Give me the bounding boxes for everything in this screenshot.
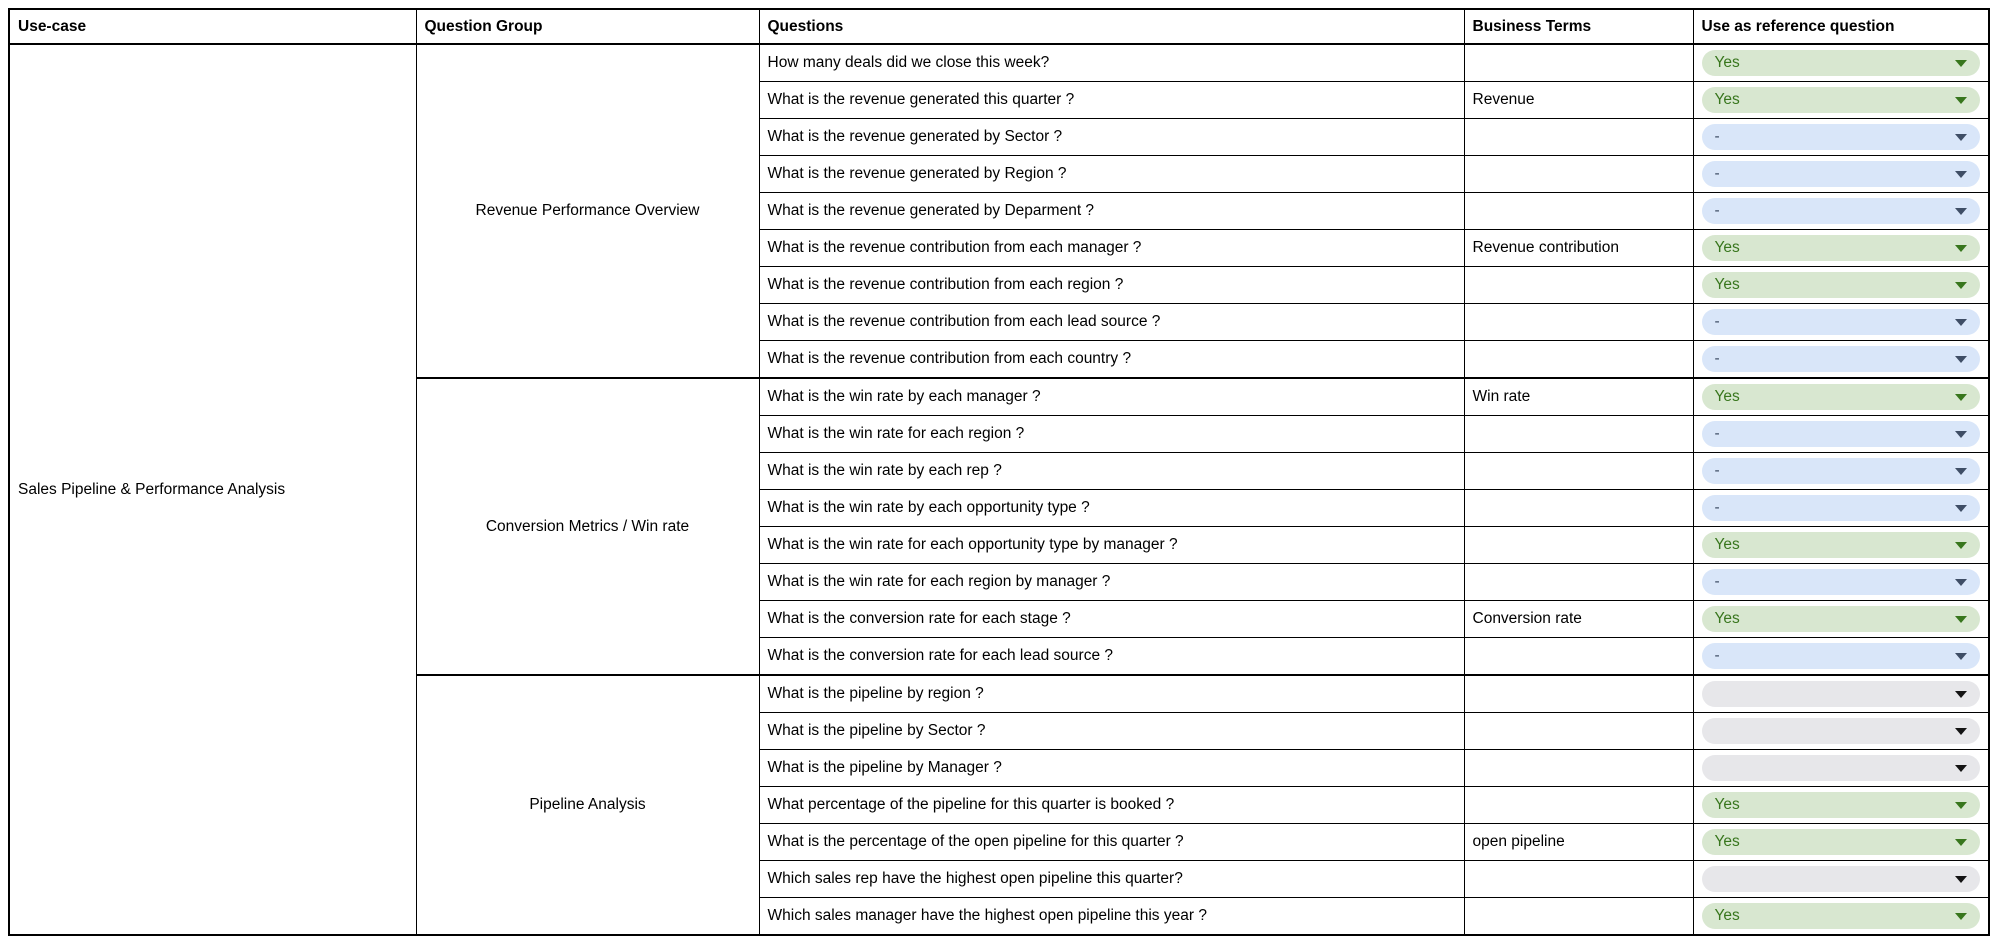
business-term-cell bbox=[1464, 675, 1693, 713]
question-cell: What is the win rate by each opportunity type ? bbox=[759, 490, 1464, 527]
header-question-group: Question Group bbox=[416, 9, 759, 44]
reference-dropdown-value: Yes bbox=[1714, 833, 1740, 851]
reference-dropdown[interactable] bbox=[1702, 161, 1981, 187]
business-term-cell bbox=[1464, 638, 1693, 676]
reference-cell bbox=[1693, 378, 1989, 416]
chevron-down-icon bbox=[1955, 542, 1967, 549]
question-cell: What is the revenue generated by Sector ? bbox=[759, 119, 1464, 156]
table-row bbox=[9, 44, 1989, 82]
reference-cell bbox=[1693, 119, 1989, 156]
chevron-down-icon bbox=[1955, 171, 1967, 178]
header-row bbox=[9, 9, 1989, 44]
reference-dropdown[interactable] bbox=[1702, 87, 1981, 113]
reference-cell bbox=[1693, 416, 1989, 453]
reference-dropdown[interactable] bbox=[1702, 866, 1981, 892]
question-cell: What is the win rate for each region by manager ? bbox=[759, 564, 1464, 601]
reference-dropdown-value: Yes bbox=[1714, 91, 1740, 109]
question-cell: What is the pipeline by Sector ? bbox=[759, 713, 1464, 750]
reference-dropdown[interactable] bbox=[1702, 829, 1981, 855]
question-group-cell: Revenue Performance Overview bbox=[416, 44, 759, 378]
reference-dropdown-value: Yes bbox=[1714, 276, 1740, 294]
reference-dropdown-value: - bbox=[1714, 165, 1720, 183]
chevron-down-icon bbox=[1955, 505, 1967, 512]
chevron-down-icon bbox=[1955, 134, 1967, 141]
use-case-cell: Sales Pipeline & Performance Analysis bbox=[9, 44, 416, 935]
reference-cell bbox=[1693, 193, 1989, 230]
chevron-down-icon bbox=[1955, 282, 1967, 289]
header-questions: Questions bbox=[759, 9, 1464, 44]
reference-dropdown-value: - bbox=[1714, 462, 1720, 480]
question-cell: What is the revenue contribution from each country ? bbox=[759, 341, 1464, 379]
reference-dropdown[interactable] bbox=[1702, 198, 1981, 224]
reference-cell bbox=[1693, 490, 1989, 527]
business-term-cell: Win rate bbox=[1464, 378, 1693, 416]
question-cell: What is the revenue contribution from each manager ? bbox=[759, 230, 1464, 267]
chevron-down-icon bbox=[1955, 579, 1967, 586]
table-body bbox=[9, 44, 1989, 935]
reference-dropdown-value: Yes bbox=[1714, 536, 1740, 554]
chevron-down-icon bbox=[1955, 876, 1967, 883]
chevron-down-icon bbox=[1955, 356, 1967, 363]
reference-dropdown-value: - bbox=[1714, 573, 1720, 591]
question-group-cell: Pipeline Analysis bbox=[416, 675, 759, 935]
business-term-cell bbox=[1464, 453, 1693, 490]
chevron-down-icon bbox=[1955, 97, 1967, 104]
business-term-cell bbox=[1464, 527, 1693, 564]
reference-cell bbox=[1693, 861, 1989, 898]
reference-dropdown[interactable] bbox=[1702, 606, 1981, 632]
reference-cell bbox=[1693, 638, 1989, 676]
reference-dropdown[interactable] bbox=[1702, 569, 1981, 595]
reference-dropdown-value: Yes bbox=[1714, 388, 1740, 406]
reference-dropdown[interactable] bbox=[1702, 235, 1981, 261]
reference-dropdown-value: Yes bbox=[1714, 610, 1740, 628]
reference-dropdown-value: - bbox=[1714, 647, 1720, 665]
business-term-cell bbox=[1464, 416, 1693, 453]
question-cell: What is the win rate for each region ? bbox=[759, 416, 1464, 453]
reference-dropdown[interactable] bbox=[1702, 384, 1981, 410]
business-term-cell bbox=[1464, 713, 1693, 750]
chevron-down-icon bbox=[1955, 765, 1967, 772]
reference-dropdown-value: Yes bbox=[1714, 796, 1740, 814]
reference-cell bbox=[1693, 82, 1989, 119]
reference-dropdown-value: - bbox=[1714, 499, 1720, 517]
question-cell: What is the revenue contribution from each lead source ? bbox=[759, 304, 1464, 341]
chevron-down-icon bbox=[1955, 319, 1967, 326]
question-cell: What is the conversion rate for each stage ? bbox=[759, 601, 1464, 638]
business-term-cell bbox=[1464, 304, 1693, 341]
business-term-cell bbox=[1464, 787, 1693, 824]
business-term-cell bbox=[1464, 119, 1693, 156]
reference-dropdown[interactable] bbox=[1702, 718, 1981, 744]
reference-cell bbox=[1693, 713, 1989, 750]
chevron-down-icon bbox=[1955, 431, 1967, 438]
chevron-down-icon bbox=[1955, 60, 1967, 67]
reference-cell bbox=[1693, 44, 1989, 82]
business-term-cell: Revenue bbox=[1464, 82, 1693, 119]
reference-dropdown[interactable] bbox=[1702, 643, 1981, 669]
question-cell: How many deals did we close this week? bbox=[759, 44, 1464, 82]
reference-cell bbox=[1693, 898, 1989, 936]
reference-dropdown-value: - bbox=[1714, 128, 1720, 146]
reference-dropdown-value: Yes bbox=[1714, 239, 1740, 257]
question-cell: What is the revenue generated by Deparment ? bbox=[759, 193, 1464, 230]
reference-cell bbox=[1693, 564, 1989, 601]
business-term-cell: open pipeline bbox=[1464, 824, 1693, 861]
reference-cell bbox=[1693, 230, 1989, 267]
reference-dropdown[interactable] bbox=[1702, 792, 1981, 818]
business-term-cell bbox=[1464, 564, 1693, 601]
business-term-cell: Revenue contribution bbox=[1464, 230, 1693, 267]
reference-dropdown-value: Yes bbox=[1714, 907, 1740, 925]
reference-cell bbox=[1693, 750, 1989, 787]
reference-dropdown[interactable] bbox=[1702, 309, 1981, 335]
chevron-down-icon bbox=[1955, 691, 1967, 698]
business-term-cell bbox=[1464, 861, 1693, 898]
reference-dropdown[interactable] bbox=[1702, 272, 1981, 298]
chevron-down-icon bbox=[1955, 913, 1967, 920]
chevron-down-icon bbox=[1955, 839, 1967, 846]
business-term-cell bbox=[1464, 490, 1693, 527]
question-cell: What is the win rate for each opportunity type by manager ? bbox=[759, 527, 1464, 564]
chevron-down-icon bbox=[1955, 802, 1967, 809]
reference-cell bbox=[1693, 156, 1989, 193]
chevron-down-icon bbox=[1955, 245, 1967, 252]
reference-dropdown[interactable] bbox=[1702, 681, 1981, 707]
business-term-cell bbox=[1464, 156, 1693, 193]
reference-cell bbox=[1693, 601, 1989, 638]
table-header bbox=[9, 9, 1989, 44]
chevron-down-icon bbox=[1955, 208, 1967, 215]
reference-dropdown[interactable] bbox=[1702, 346, 1981, 372]
question-cell: What is the conversion rate for each lead source ? bbox=[759, 638, 1464, 676]
reference-dropdown[interactable] bbox=[1702, 458, 1981, 484]
reference-dropdown-value: - bbox=[1714, 350, 1720, 368]
question-cell: Which sales manager have the highest open pipeline this year ? bbox=[759, 898, 1464, 936]
business-term-cell bbox=[1464, 267, 1693, 304]
chevron-down-icon bbox=[1955, 653, 1967, 660]
reference-cell bbox=[1693, 304, 1989, 341]
reference-dropdown[interactable] bbox=[1702, 421, 1981, 447]
questions-table bbox=[8, 8, 1990, 936]
question-cell: What is the pipeline by Manager ? bbox=[759, 750, 1464, 787]
business-term-cell bbox=[1464, 750, 1693, 787]
question-cell: What is the revenue contribution from each region ? bbox=[759, 267, 1464, 304]
reference-dropdown[interactable] bbox=[1702, 124, 1981, 150]
question-cell: What is the win rate by each manager ? bbox=[759, 378, 1464, 416]
business-term-cell bbox=[1464, 898, 1693, 936]
reference-dropdown[interactable] bbox=[1702, 50, 1981, 76]
reference-dropdown[interactable] bbox=[1702, 755, 1981, 781]
chevron-down-icon bbox=[1955, 616, 1967, 623]
question-cell: What is the revenue generated by Region ? bbox=[759, 156, 1464, 193]
reference-cell bbox=[1693, 341, 1989, 379]
reference-cell bbox=[1693, 787, 1989, 824]
reference-dropdown[interactable] bbox=[1702, 532, 1981, 558]
header-use-as-reference: Use as reference question bbox=[1693, 9, 1989, 44]
business-term-cell bbox=[1464, 341, 1693, 379]
reference-dropdown-value: Yes bbox=[1714, 54, 1740, 72]
reference-dropdown[interactable] bbox=[1702, 495, 1981, 521]
question-cell: What is the percentage of the open pipeline for this quarter ? bbox=[759, 824, 1464, 861]
question-cell: Which sales rep have the highest open pipeline this quarter? bbox=[759, 861, 1464, 898]
business-term-cell bbox=[1464, 44, 1693, 82]
question-cell: What is the pipeline by region ? bbox=[759, 675, 1464, 713]
chevron-down-icon bbox=[1955, 394, 1967, 401]
question-cell: What is the revenue generated this quarter ? bbox=[759, 82, 1464, 119]
business-term-cell bbox=[1464, 193, 1693, 230]
header-use-case: Use-case bbox=[9, 9, 416, 44]
reference-dropdown-value: - bbox=[1714, 425, 1720, 443]
reference-cell bbox=[1693, 824, 1989, 861]
business-term-cell: Conversion rate bbox=[1464, 601, 1693, 638]
reference-dropdown[interactable] bbox=[1702, 903, 1981, 929]
reference-cell bbox=[1693, 267, 1989, 304]
reference-dropdown-value: - bbox=[1714, 313, 1720, 331]
reference-cell bbox=[1693, 527, 1989, 564]
reference-dropdown-value: - bbox=[1714, 202, 1720, 220]
chevron-down-icon bbox=[1955, 728, 1967, 735]
question-cell: What percentage of the pipeline for this quarter is booked ? bbox=[759, 787, 1464, 824]
question-group-cell: Conversion Metrics / Win rate bbox=[416, 378, 759, 675]
reference-cell bbox=[1693, 675, 1989, 713]
chevron-down-icon bbox=[1955, 468, 1967, 475]
question-cell: What is the win rate by each rep ? bbox=[759, 453, 1464, 490]
header-business-terms: Business Terms bbox=[1464, 9, 1693, 44]
reference-cell bbox=[1693, 453, 1989, 490]
